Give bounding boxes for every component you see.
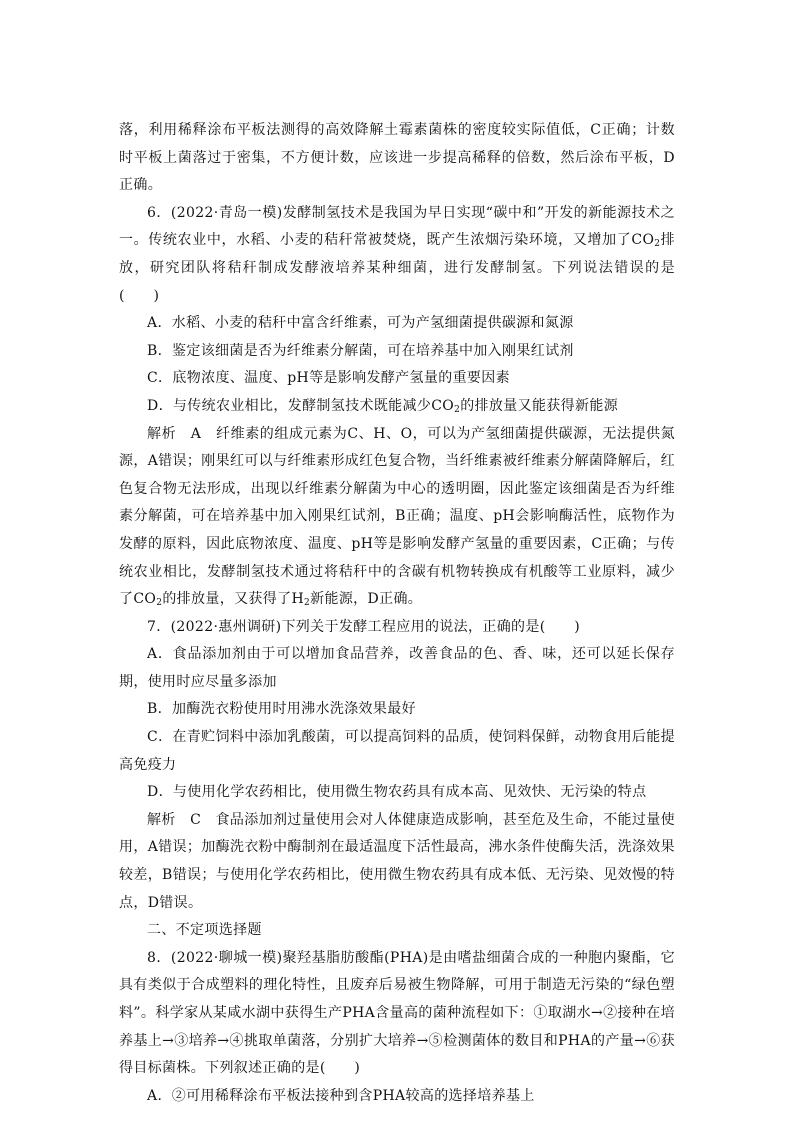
question-7-option-d: D．与使用化学农药相比，使用微生物农药具有成本高、见效快、无污染的特点: [147, 784, 647, 801]
paragraph-continuation: 落，利用稀释涂布平板法测得的高效降解土霉素菌株的密度较实际值低，C正确；计数时平板上菌落过于密集，不方便计数，应该进一步提高稀释的倍数，然后涂布平板，D正确。: [119, 122, 675, 194]
question-6-stem: 6．(2022·青岛一模)发酵制氢技术是我国为早日实现“碳中和”开发的新能源技术之一。传统农业中，水稻、小麦的秸秆常被焚烧，既产生浓烟污染环境，又增加了$CO_2$排放，研究团队将秸秆制成发酵液培养某种细菌，进行发酵制氢。下列说法错误的是( ): [119, 204, 675, 304]
question-8-stem: 8．(2022·聊城一模)聚羟基脂肪酸酯(PHA)是由嗜盐细菌合成的一种胞内聚酯，它具有类似于合成塑料的理化特性，且废弃后易被生物降解，可用于制造无污染的“绿色塑料”。科学家从某咸水湖中获得生产PHA含量高的菌种流程如下：①取湖水→②接种在培养基上→③培养→④挑取单菌落，分别扩大培养→⑤检测菌体的数目和PHA的产量→⑥获得目标菌株。下列叙述正确的是( ): [119, 949, 675, 1077]
question-7-option-c: C．在青贮饲料中添加乳酸菌，可以提高饲料的品质，使饲料保鲜，动物食用后能提高免疫力: [119, 729, 675, 773]
document-page: [119, 117, 675, 1110]
section-heading: 二、不定项选择题: [147, 922, 262, 939]
question-8-option-a: A．②可用稀释涂布平板法接种到含PHA较高的选择培养基上: [147, 1087, 535, 1104]
question-6-option-d: D．与传统农业相比，发酵制氢技术既能减少$CO_2$的排放量又能获得新能源: [147, 397, 619, 415]
question-6-option-a: A．水稻、小麦的秸秆中富含纤维素，可为产氢细菌提供碳源和氮源: [147, 315, 574, 332]
question-6-option-c: C．底物浓度、温度、pH等是影响发酵产氢量的重要因素: [147, 370, 510, 387]
question-7-option-a: A．食品添加剂由于可以增加食品营养，改善食品的色、香、味，还可以延长保存期，使用时应尽量多添加: [119, 646, 675, 690]
question-6-option-b: B．鉴定该细菌是否为纤维素分解菌，可在培养基中加入刚果红试剂: [147, 342, 574, 359]
question-6-explanation: 解析 A 纤维素的组成元素为C、H、O，可以为产氢细菌提供碳源，无法提供氮源，A错误；刚果红可以与纤维素形成红色复合物，当纤维素被纤维素分解菌降解后，红色复合物无法形成，出现以纤维素分解菌为中心的透明圈，因此鉴定该细菌是否为纤维素分解菌，可在培养基中加入刚果红试剂，B正确；温度、pH会影响酶活性，底物作为发酵的原料，因此底物浓度、温度、pH等是影响发酵产氢量的重要因素，C正确；与传统农业相比，发酵制氢技术通过将秸秆中的含碳有机物转换成有机酸等工业原料，减少了$CO_2$的排放量，又获得了$H_2$新能源，D正确。: [119, 425, 675, 609]
question-7-stem: 7．(2022·惠州调研)下列关于发酵工程应用的说法，正确的是( ): [147, 618, 581, 635]
question-7-explanation: 解析 C 食品添加剂过量使用会对人体健康造成影响，甚至危及生命，不能过量使用，A错误；加酶洗衣粉中酶制剂在最适温度下活性最高，沸水条件使酶失活，洗涤效果较差，B错误；与使用化学农药相比，使用微生物农药具有成本低、无污染、见效慢的特点，D错误。: [119, 811, 675, 911]
question-7-option-b: B．加酶洗衣粉使用时用沸水洗涤效果最好: [147, 701, 416, 718]
